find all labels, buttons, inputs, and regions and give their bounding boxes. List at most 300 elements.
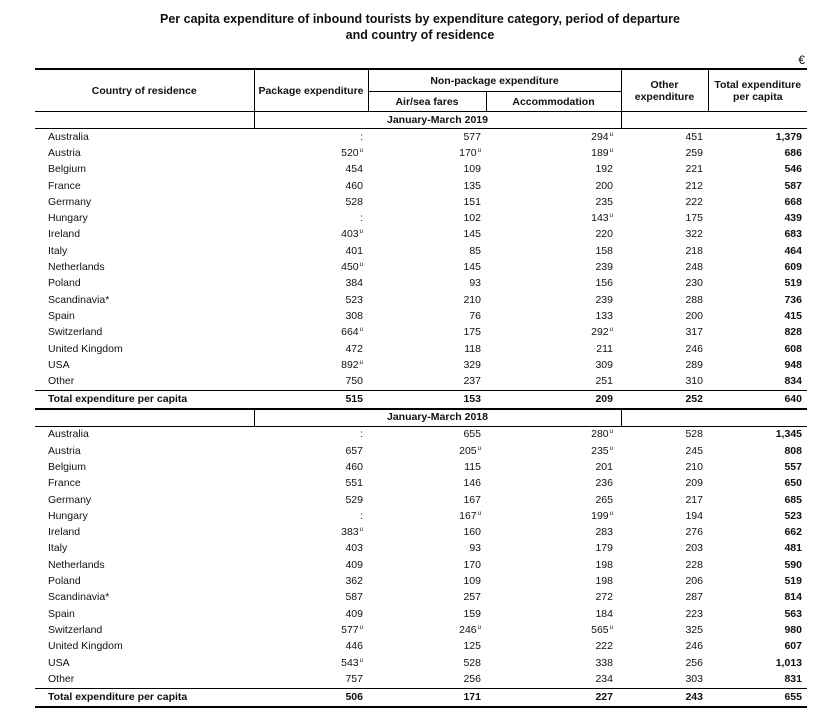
cell-other bbox=[621, 194, 708, 210]
cell-total bbox=[708, 557, 807, 573]
total-row bbox=[35, 390, 807, 409]
cell-value: 234 bbox=[595, 672, 613, 685]
cell-other bbox=[621, 459, 708, 475]
cell-acc bbox=[486, 145, 621, 161]
cell-value: 310 bbox=[685, 375, 703, 388]
cell-acc bbox=[486, 541, 621, 557]
cell-package bbox=[254, 541, 368, 557]
table-row bbox=[35, 145, 807, 161]
cell-air bbox=[368, 292, 486, 308]
cell-total bbox=[708, 373, 807, 390]
cell-value: 236 bbox=[595, 477, 613, 490]
cell-package bbox=[254, 341, 368, 357]
table-row bbox=[35, 373, 807, 390]
cell-value: 403 bbox=[341, 228, 359, 241]
cell-value: : bbox=[360, 509, 363, 522]
cell-air bbox=[368, 492, 486, 508]
period-spacer bbox=[621, 409, 807, 427]
table-row bbox=[35, 162, 807, 178]
cell-value: 167 bbox=[459, 509, 477, 522]
cell-value: 184 bbox=[595, 607, 613, 620]
cell-acc bbox=[486, 210, 621, 226]
country-name: Switzerland bbox=[48, 623, 103, 636]
country-name: Hungary bbox=[48, 212, 88, 225]
cell-value: 577 bbox=[463, 130, 481, 143]
cell-value: 206 bbox=[685, 575, 703, 588]
unreliable-flag: u bbox=[477, 624, 481, 631]
cell-value: 587 bbox=[345, 591, 363, 604]
cell-total bbox=[708, 655, 807, 671]
cell-value: 125 bbox=[463, 640, 481, 653]
cell-value: 481 bbox=[784, 542, 802, 555]
cell-value: 211 bbox=[596, 342, 613, 355]
cell-value: 528 bbox=[685, 428, 703, 441]
cell-value: 200 bbox=[685, 309, 703, 322]
country-name: Germany bbox=[48, 493, 92, 506]
cell-value: 245 bbox=[685, 444, 703, 457]
cell-value: 546 bbox=[784, 163, 802, 176]
cell-other bbox=[621, 341, 708, 357]
table-row bbox=[35, 243, 807, 259]
total-acc: 209 bbox=[486, 390, 621, 409]
country-name: United Kingdom bbox=[48, 342, 123, 355]
cell-value: 577 bbox=[341, 623, 359, 636]
cell-package bbox=[254, 227, 368, 243]
table-row bbox=[35, 443, 807, 459]
cell-value: 256 bbox=[685, 656, 703, 669]
cell-package bbox=[254, 292, 368, 308]
cell-other bbox=[621, 573, 708, 589]
cell-value: 93 bbox=[469, 277, 481, 290]
cell-value: 948 bbox=[784, 358, 802, 371]
cell-package bbox=[254, 443, 368, 459]
cell-value: 650 bbox=[784, 477, 802, 490]
cell-air bbox=[368, 308, 486, 324]
total-package: 515 bbox=[254, 390, 368, 409]
cell-value: 133 bbox=[595, 309, 613, 322]
cell-value: : bbox=[360, 130, 363, 143]
cell-other bbox=[621, 557, 708, 573]
cell-value: 329 bbox=[463, 358, 481, 371]
cell-package bbox=[254, 426, 368, 443]
cell-other bbox=[621, 373, 708, 390]
unreliable-flag: u bbox=[609, 147, 613, 154]
cell-air bbox=[368, 606, 486, 622]
table-row bbox=[35, 426, 807, 443]
cell-value: 223 bbox=[685, 607, 703, 620]
cell-value: 179 bbox=[595, 542, 613, 555]
cell-other bbox=[621, 606, 708, 622]
cell-other bbox=[621, 525, 708, 541]
cell-value: 757 bbox=[345, 672, 363, 685]
cell-package bbox=[254, 525, 368, 541]
header-air-sea-fares: Air/sea fares bbox=[368, 92, 486, 112]
cell-other bbox=[621, 492, 708, 508]
cell-value: 210 bbox=[463, 293, 481, 306]
total-label: Total expenditure per capita bbox=[35, 688, 254, 707]
cell-other bbox=[621, 541, 708, 557]
cell-value: 175 bbox=[685, 212, 703, 225]
cell-package bbox=[254, 259, 368, 275]
country-name: France bbox=[48, 179, 81, 192]
cell-value: 980 bbox=[784, 623, 802, 636]
cell-total bbox=[708, 508, 807, 524]
cell-value: 287 bbox=[685, 591, 703, 604]
cell-total bbox=[708, 210, 807, 226]
table-row bbox=[35, 655, 807, 671]
table-row bbox=[35, 292, 807, 308]
table-row bbox=[35, 194, 807, 210]
cell-total bbox=[708, 178, 807, 194]
cell-package bbox=[254, 639, 368, 655]
cell-other bbox=[621, 325, 708, 341]
cell-total bbox=[708, 671, 807, 688]
country-name: Netherlands bbox=[48, 558, 105, 571]
cell-value: 222 bbox=[595, 640, 613, 653]
country-name: Other bbox=[48, 375, 75, 388]
cell-value: 257 bbox=[463, 591, 481, 604]
cell-value: 248 bbox=[685, 261, 703, 274]
country-name: Other bbox=[48, 672, 75, 685]
cell-total bbox=[708, 606, 807, 622]
cell-value: 662 bbox=[784, 526, 802, 539]
cell-value: 523 bbox=[345, 293, 363, 306]
cell-value: 565 bbox=[591, 623, 609, 636]
cell-value: 403 bbox=[345, 542, 363, 555]
cell-value: 145 bbox=[463, 228, 481, 241]
cell-value: 668 bbox=[784, 195, 802, 208]
cell-total bbox=[708, 443, 807, 459]
cell-air bbox=[368, 325, 486, 341]
cell-air bbox=[368, 145, 486, 161]
cell-package bbox=[254, 373, 368, 390]
table-row bbox=[35, 357, 807, 373]
country-name: Scandinavia* bbox=[48, 591, 110, 604]
table-row bbox=[35, 492, 807, 508]
cell-air bbox=[368, 129, 486, 146]
cell-air bbox=[368, 590, 486, 606]
unreliable-flag: u bbox=[359, 147, 363, 154]
cell-value: 228 bbox=[685, 558, 703, 571]
cell-value: 265 bbox=[595, 493, 613, 506]
cell-value: 201 bbox=[595, 460, 613, 473]
cell-package bbox=[254, 459, 368, 475]
cell-other bbox=[621, 671, 708, 688]
cell-value: 158 bbox=[595, 244, 613, 257]
header-country-of-residence: Country of residence bbox=[91, 84, 197, 97]
table-row bbox=[35, 622, 807, 638]
cell-value: 685 bbox=[784, 493, 802, 506]
country-name: Ireland bbox=[48, 228, 81, 241]
cell-air bbox=[368, 426, 486, 443]
cell-value: : bbox=[360, 212, 363, 225]
cell-value: 590 bbox=[784, 558, 802, 571]
cell-total bbox=[708, 227, 807, 243]
cell-total bbox=[708, 292, 807, 308]
cell-value: 198 bbox=[595, 558, 613, 571]
cell-package bbox=[254, 476, 368, 492]
cell-value: 239 bbox=[595, 293, 613, 306]
cell-value: 199 bbox=[591, 509, 609, 522]
unreliable-flag: u bbox=[477, 510, 481, 517]
cell-value: 892 bbox=[341, 358, 359, 371]
cell-package bbox=[254, 622, 368, 638]
cell-acc bbox=[486, 639, 621, 655]
cell-package bbox=[254, 308, 368, 324]
cell-air bbox=[368, 276, 486, 292]
cell-value: 194 bbox=[685, 509, 703, 522]
cell-total bbox=[708, 325, 807, 341]
cell-value: 451 bbox=[685, 130, 703, 143]
table-row bbox=[35, 590, 807, 606]
cell-value: 212 bbox=[685, 179, 703, 192]
cell-package bbox=[254, 655, 368, 671]
cell-total bbox=[708, 525, 807, 541]
cell-value: 609 bbox=[784, 261, 802, 274]
table-row bbox=[35, 525, 807, 541]
table-row bbox=[35, 639, 807, 655]
cell-value: 102 bbox=[463, 212, 481, 225]
cell-value: 587 bbox=[784, 179, 802, 192]
cell-value: 409 bbox=[345, 558, 363, 571]
table-row bbox=[35, 459, 807, 475]
period-spacer bbox=[621, 112, 807, 129]
cell-air bbox=[368, 178, 486, 194]
header-other-expenditure: Other expenditure bbox=[621, 69, 708, 112]
cell-value: 246 bbox=[685, 640, 703, 653]
cell-value: 608 bbox=[784, 342, 802, 355]
cell-value: 808 bbox=[784, 444, 802, 457]
cell-air bbox=[368, 443, 486, 459]
cell-total bbox=[708, 573, 807, 589]
table-row bbox=[35, 508, 807, 524]
cell-other bbox=[621, 426, 708, 443]
cell-value: 230 bbox=[685, 277, 703, 290]
cell-value: 135 bbox=[463, 179, 481, 192]
cell-value: 203 bbox=[685, 542, 703, 555]
cell-value: 200 bbox=[595, 179, 613, 192]
table-header bbox=[35, 69, 807, 112]
cell-value: 322 bbox=[685, 228, 703, 241]
cell-value: 543 bbox=[341, 656, 359, 669]
table-title bbox=[0, 11, 819, 43]
cell-value: 217 bbox=[685, 493, 703, 506]
unreliable-flag: u bbox=[477, 147, 481, 154]
cell-value: 283 bbox=[595, 526, 613, 539]
cell-value: 85 bbox=[469, 244, 481, 257]
cell-value: 294 bbox=[591, 130, 609, 143]
cell-air bbox=[368, 508, 486, 524]
cell-value: 288 bbox=[685, 293, 703, 306]
unreliable-flag: u bbox=[359, 327, 363, 334]
table-row bbox=[35, 557, 807, 573]
cell-value: 159 bbox=[463, 607, 481, 620]
cell-total bbox=[708, 145, 807, 161]
cell-value: 251 bbox=[595, 375, 613, 388]
cell-package bbox=[254, 276, 368, 292]
cell-air bbox=[368, 341, 486, 357]
cell-value: 831 bbox=[784, 672, 802, 685]
table-body bbox=[35, 112, 807, 707]
table-row bbox=[35, 259, 807, 275]
cell-value: 607 bbox=[784, 640, 802, 653]
cell-value: 409 bbox=[345, 607, 363, 620]
cell-other bbox=[621, 655, 708, 671]
cell-value: 834 bbox=[784, 375, 802, 388]
cell-value: 93 bbox=[469, 542, 481, 555]
country-name: Hungary bbox=[48, 509, 88, 522]
total-total: 655 bbox=[708, 688, 807, 707]
country-name: Italy bbox=[48, 244, 68, 257]
cell-value: 460 bbox=[345, 460, 363, 473]
cell-acc bbox=[486, 525, 621, 541]
cell-other bbox=[621, 276, 708, 292]
cell-air bbox=[368, 525, 486, 541]
cell-air bbox=[368, 162, 486, 178]
country-name: Poland bbox=[48, 277, 81, 290]
cell-total bbox=[708, 308, 807, 324]
cell-air bbox=[368, 541, 486, 557]
cell-value: 383 bbox=[341, 526, 359, 539]
cell-acc bbox=[486, 459, 621, 475]
cell-value: 520 bbox=[341, 146, 359, 159]
unreliable-flag: u bbox=[609, 327, 613, 334]
cell-air bbox=[368, 573, 486, 589]
country-name: Ireland bbox=[48, 526, 81, 539]
cell-value: 450 bbox=[341, 261, 359, 274]
table-row bbox=[35, 227, 807, 243]
cell-total bbox=[708, 162, 807, 178]
country-name: Scandinavia* bbox=[48, 293, 110, 306]
table-row bbox=[35, 573, 807, 589]
cell-acc bbox=[486, 655, 621, 671]
cell-acc bbox=[486, 194, 621, 210]
cell-value: 239 bbox=[595, 261, 613, 274]
cell-acc bbox=[486, 557, 621, 573]
unreliable-flag: u bbox=[609, 624, 613, 631]
cell-package bbox=[254, 573, 368, 589]
cell-value: 338 bbox=[595, 656, 613, 669]
cell-value: 210 bbox=[685, 460, 703, 473]
period-spacer bbox=[35, 112, 254, 129]
period-label: January-March 2019 bbox=[254, 112, 621, 129]
cell-value: 145 bbox=[463, 261, 481, 274]
table-row bbox=[35, 129, 807, 146]
cell-air bbox=[368, 655, 486, 671]
cell-package bbox=[254, 178, 368, 194]
cell-acc bbox=[486, 590, 621, 606]
cell-other bbox=[621, 259, 708, 275]
cell-other bbox=[621, 590, 708, 606]
table-row bbox=[35, 276, 807, 292]
country-name: Australia bbox=[48, 130, 89, 143]
unreliable-flag: u bbox=[609, 429, 613, 436]
table-row bbox=[35, 308, 807, 324]
country-name: Poland bbox=[48, 575, 81, 588]
cell-value: 221 bbox=[685, 163, 703, 176]
cell-other bbox=[621, 129, 708, 146]
cell-air bbox=[368, 259, 486, 275]
cell-package bbox=[254, 671, 368, 688]
cell-total bbox=[708, 476, 807, 492]
cell-total bbox=[708, 541, 807, 557]
cell-value: 472 bbox=[345, 342, 363, 355]
cell-package bbox=[254, 162, 368, 178]
cell-acc bbox=[486, 508, 621, 524]
cell-value: 146 bbox=[463, 477, 481, 490]
cell-package bbox=[254, 129, 368, 146]
cell-value: 160 bbox=[463, 526, 481, 539]
cell-value: 736 bbox=[784, 293, 802, 306]
cell-value: 76 bbox=[469, 309, 481, 322]
cell-value: 446 bbox=[345, 640, 363, 653]
cell-value: 528 bbox=[345, 195, 363, 208]
cell-air bbox=[368, 557, 486, 573]
country-name: United Kingdom bbox=[48, 640, 123, 653]
cell-air bbox=[368, 227, 486, 243]
cell-value: 1,379 bbox=[775, 130, 802, 143]
cell-other bbox=[621, 443, 708, 459]
cell-value: 151 bbox=[463, 195, 481, 208]
table-row bbox=[35, 476, 807, 492]
cell-value: 220 bbox=[595, 228, 613, 241]
cell-value: 814 bbox=[784, 591, 802, 604]
cell-value: 170 bbox=[459, 146, 477, 159]
country-name: France bbox=[48, 477, 81, 490]
country-name: Spain bbox=[48, 309, 75, 322]
cell-value: 519 bbox=[784, 575, 802, 588]
cell-acc bbox=[486, 341, 621, 357]
cell-value: 464 bbox=[784, 244, 802, 257]
cell-value: 235 bbox=[591, 444, 609, 457]
table-row bbox=[35, 341, 807, 357]
country-name: Switzerland bbox=[48, 326, 103, 339]
total-label: Total expenditure per capita bbox=[35, 390, 254, 409]
cell-total bbox=[708, 639, 807, 655]
cell-package bbox=[254, 590, 368, 606]
cell-value: 276 bbox=[685, 526, 703, 539]
cell-value: 415 bbox=[784, 309, 802, 322]
cell-value: 175 bbox=[463, 326, 481, 339]
cell-air bbox=[368, 622, 486, 638]
total-package: 506 bbox=[254, 688, 368, 707]
unreliable-flag: u bbox=[359, 527, 363, 534]
cell-value: 167 bbox=[463, 493, 481, 506]
cell-acc bbox=[486, 606, 621, 622]
cell-value: 289 bbox=[685, 358, 703, 371]
table-row bbox=[35, 210, 807, 226]
cell-value: 1,345 bbox=[775, 428, 802, 441]
cell-package bbox=[254, 243, 368, 259]
cell-air bbox=[368, 357, 486, 373]
cell-value: 551 bbox=[345, 477, 363, 490]
cell-value: 292 bbox=[591, 326, 609, 339]
cell-acc bbox=[486, 162, 621, 178]
cell-value: 519 bbox=[784, 277, 802, 290]
cell-value: 454 bbox=[345, 163, 363, 176]
cell-other bbox=[621, 622, 708, 638]
total-acc: 227 bbox=[486, 688, 621, 707]
table-row bbox=[35, 606, 807, 622]
total-other: 252 bbox=[621, 390, 708, 409]
cell-other bbox=[621, 178, 708, 194]
unreliable-flag: u bbox=[609, 131, 613, 138]
cell-value: 683 bbox=[784, 228, 802, 241]
cell-other bbox=[621, 292, 708, 308]
cell-value: 655 bbox=[463, 428, 481, 441]
cell-value: 218 bbox=[685, 244, 703, 257]
cell-air bbox=[368, 639, 486, 655]
